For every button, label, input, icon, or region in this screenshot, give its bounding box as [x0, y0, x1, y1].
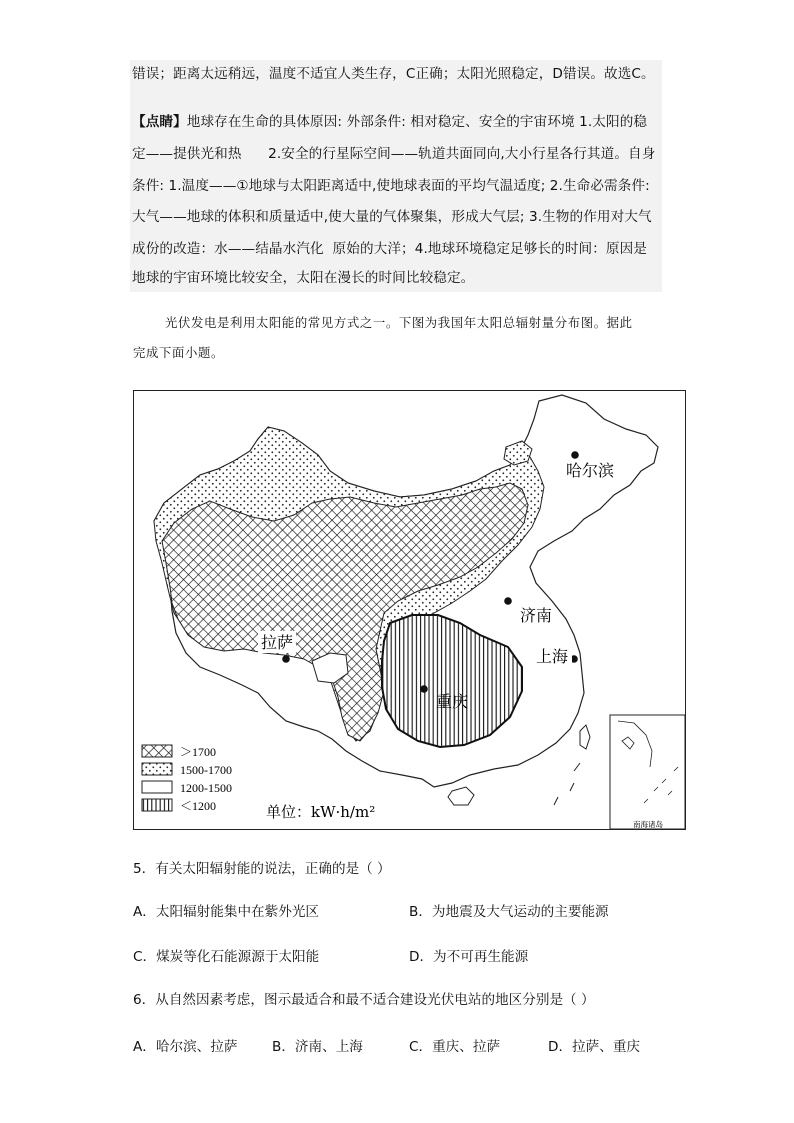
legend-label-4: ＜1200 — [180, 799, 217, 813]
question-6-option-d: D．拉萨、重庆 — [548, 1039, 641, 1055]
legend-label-3: 1200-1500 — [180, 781, 232, 795]
map-legend — [142, 745, 375, 821]
explanation-line-2 — [132, 112, 647, 132]
legend-swatch-blank — [142, 781, 172, 793]
solar-radiation-map — [133, 390, 686, 830]
city-label-jinan: 济南 — [519, 606, 553, 625]
question-5-option-b: B．为地震及大气运动的主要能源 — [409, 904, 609, 920]
intro-line-2: 完成下面小题。 — [133, 345, 224, 360]
taiwan-island — [580, 725, 590, 749]
explanation-line-7: 地球的宇宙环境比较安全，太阳在漫长的时间比较稳定。 — [132, 270, 475, 286]
explanation-line-4: 条件: 1.温度——①地球与太阳距离适中,使地球表面的平均气温适度; 2.生命必需条件: — [132, 178, 650, 194]
city-label-chongqing: 重庆 — [435, 692, 469, 711]
legend-label-1: ＞1700 — [180, 745, 217, 759]
city-label-harbin: 哈尔滨 — [565, 461, 615, 480]
chongqing-marker — [420, 685, 428, 693]
explanation-line-6: 成份的改造：水——结晶水汽化 原始的大洋；4.地球环境稳定足够长的时间：原因是 — [132, 241, 647, 257]
question-6-stem: 6．从自然因素考虑，图示最适合和最不适合建设光伏电站的地区分别是（ ） — [133, 992, 595, 1008]
lhasa-marker — [282, 655, 290, 663]
map-svg — [134, 391, 685, 829]
question-5-stem: 5．有关太阳辐射能的说法，正确的是（ ） — [133, 861, 391, 877]
city-label-lhasa: 拉萨 — [260, 633, 294, 652]
tip-label: 【点睛】 — [132, 114, 187, 130]
intro-line-1: 光伏发电是利用太阳能的常见方式之一。下图为我国年太阳总辐射量分布图。据此 — [165, 315, 633, 330]
legend-swatch-dots — [142, 763, 172, 775]
question-6-option-c: C．重庆、拉萨 — [409, 1039, 501, 1055]
question-6-option-b: B．济南、上海 — [272, 1039, 363, 1055]
question-5-option-d: D．为不可再生能源 — [409, 949, 529, 965]
question-5-option-c: C．煤炭等化石能源源于太阳能 — [133, 949, 320, 965]
tip-text: 地球存在生命的具体原因: 外部条件: 相对稳定、安全的宇宙环境 1.太阳的稳 — [186, 114, 648, 130]
explanation-line-1: 错误；距离太远稍远，温度不适宜人类生存，C正确；太阳光照稳定，D错误。故选C。 — [132, 66, 655, 82]
inset-label: 南海诸岛 — [633, 820, 663, 829]
city-label-shanghai: 上海 — [535, 647, 569, 666]
explanation-line-5: 大气——地球的体积和质量适中,使大量的气体聚集，形成大气层; 3.生物的作用对大气 — [132, 209, 652, 225]
hainan-island — [448, 787, 474, 805]
legend-swatch-crosshatch — [142, 745, 172, 757]
harbin-marker — [571, 451, 579, 459]
legend-swatch-vlines — [142, 799, 172, 811]
jinan-marker — [504, 597, 512, 605]
question-5-option-a: A．太阳辐射能集中在紫外光区 — [133, 904, 320, 920]
coastline-marks — [554, 763, 580, 805]
inset-box — [610, 715, 685, 829]
map-unit: 单位：kW·h/m² — [266, 803, 376, 821]
explanation-line-3: 定——提供光和热 2.安全的行星际空间——轨道共面同向,大小行星各行其道。自身 — [132, 146, 656, 162]
question-6-option-a: A．哈尔滨、拉萨 — [133, 1039, 238, 1055]
legend-label-2: 1500-1700 — [180, 763, 232, 777]
